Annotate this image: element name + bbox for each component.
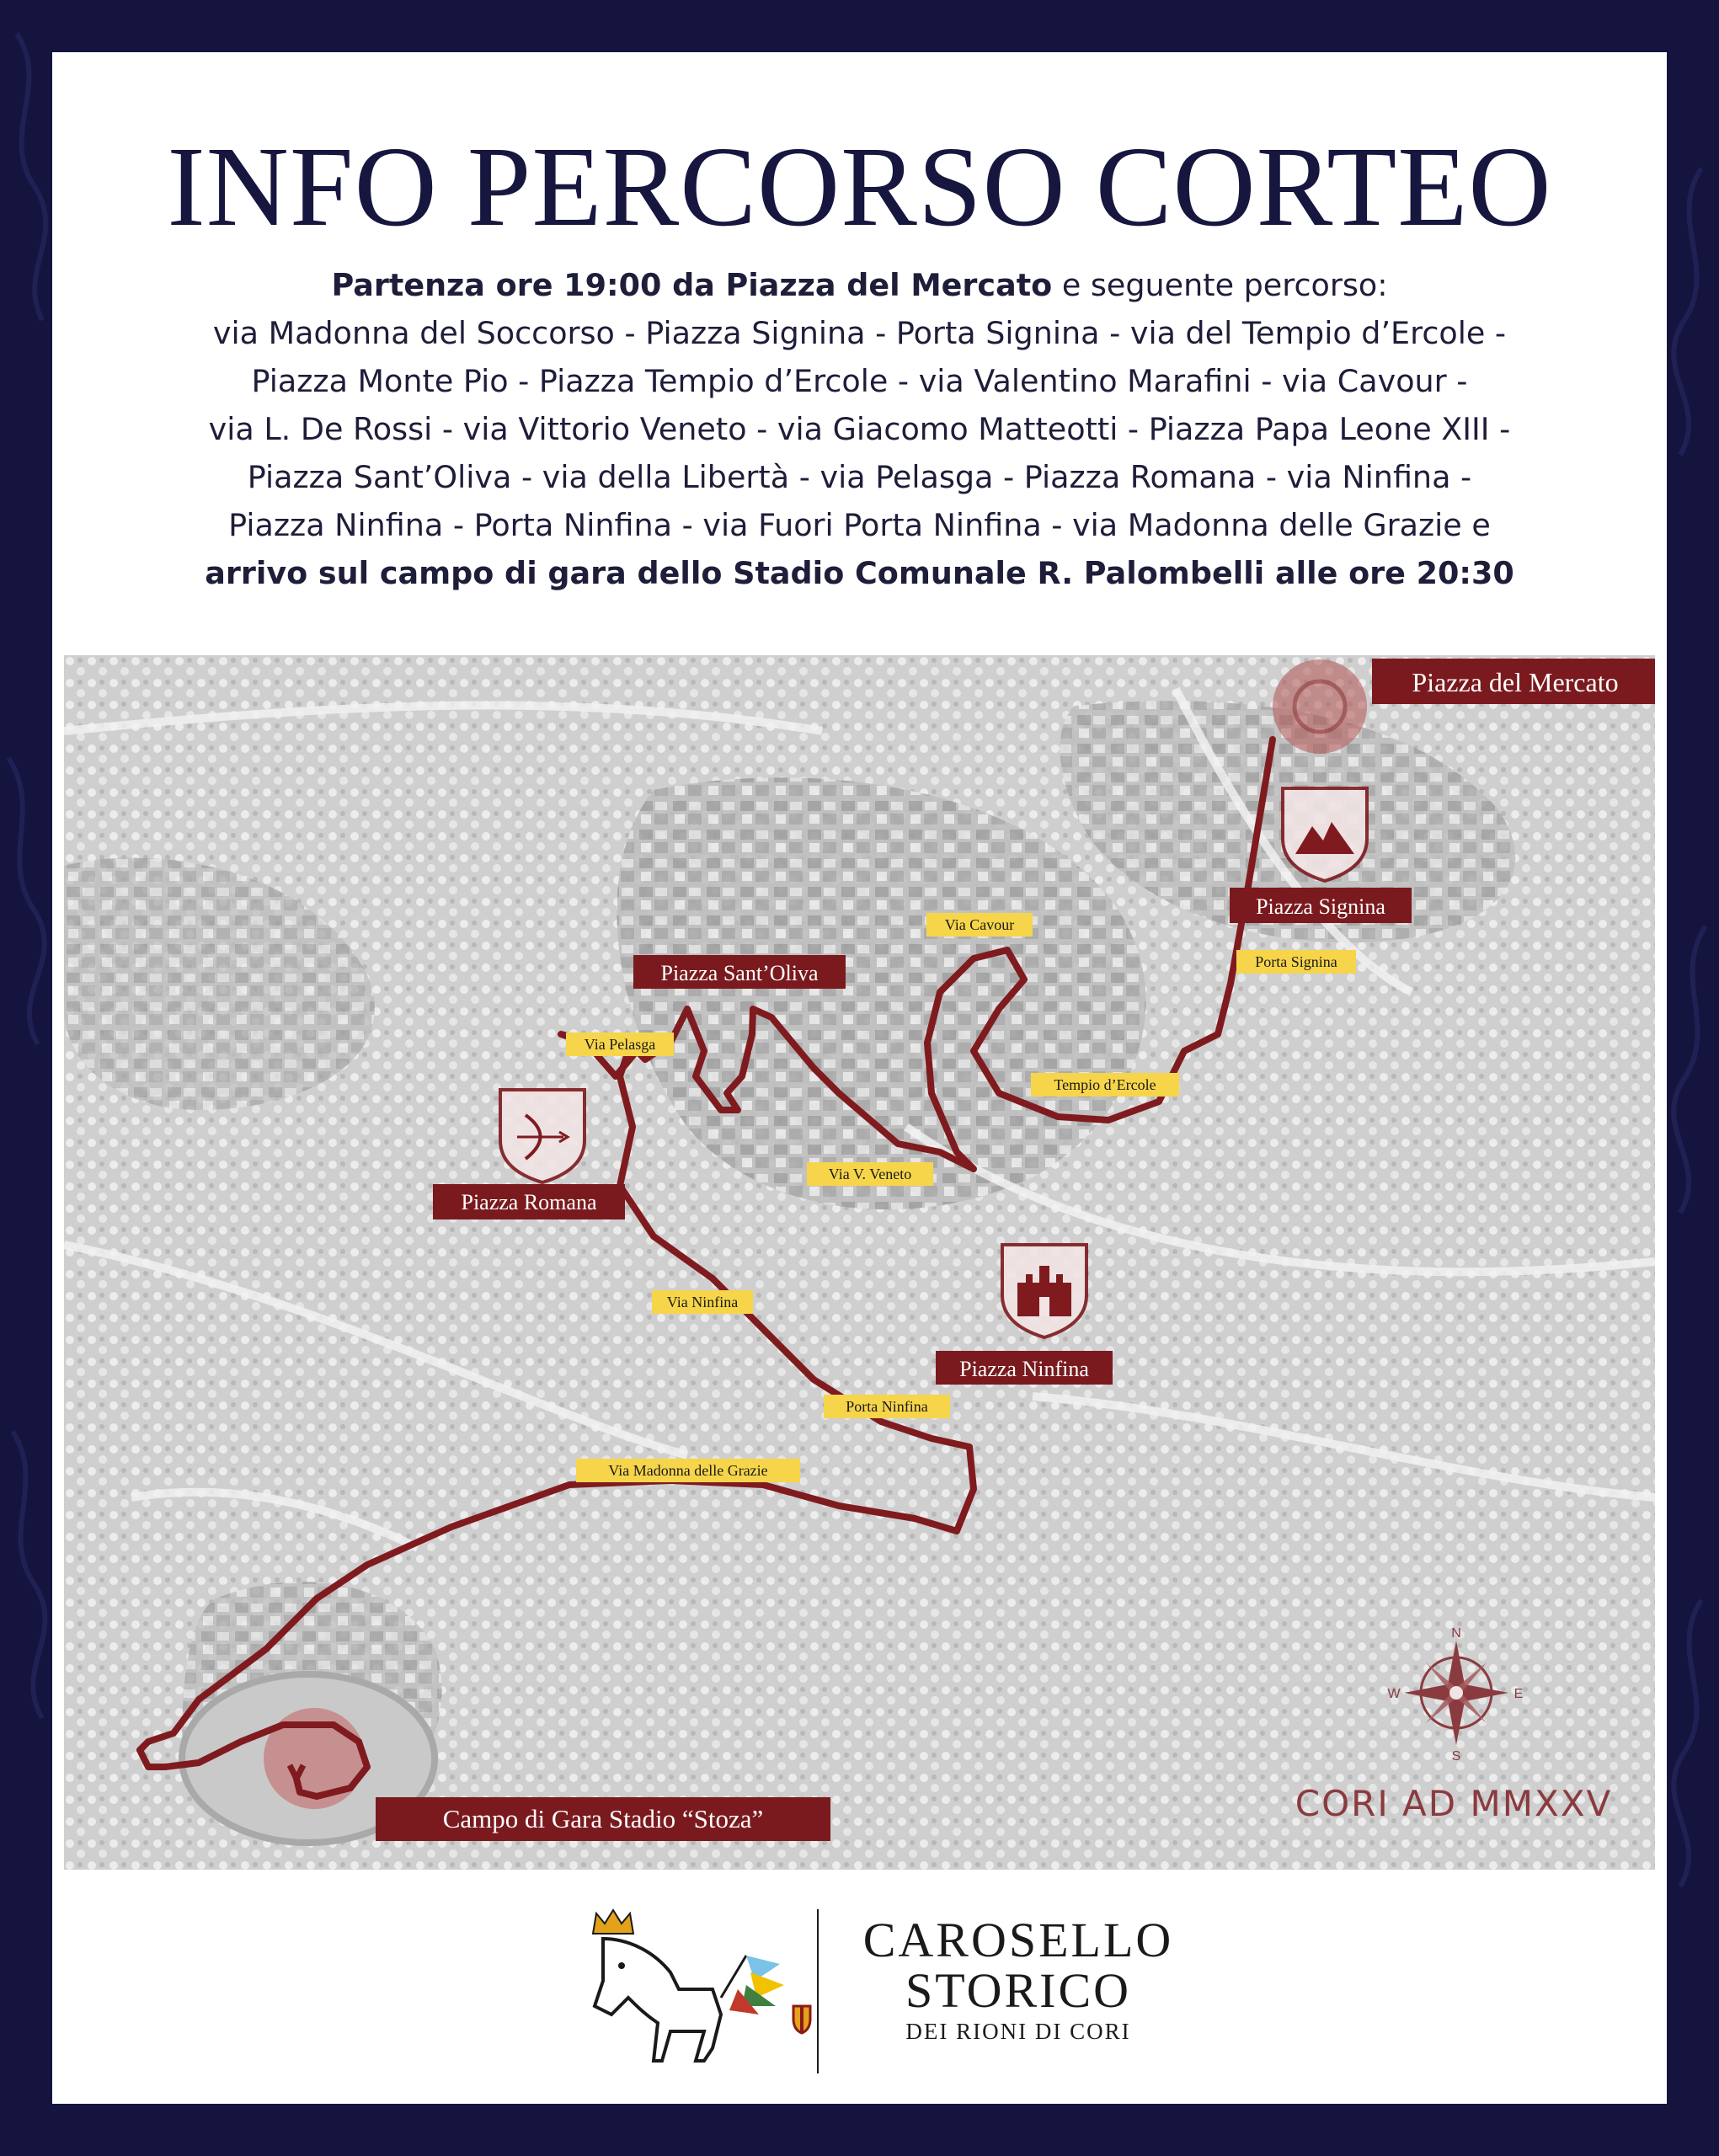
route-line: Piazza Sant’Oliva - via della Libertà - via Pelasga - Piazza Romana - via Ninfina - [247, 459, 1472, 495]
start-marker [1273, 659, 1367, 754]
info-card [52, 52, 1667, 2104]
compass-east: E [1513, 1687, 1524, 1701]
logo-line-1: CAROSELLO [862, 1913, 1174, 1967]
route-start: Partenza ore 19:00 da Piazza del Mercato [331, 267, 1053, 303]
street-tag-text: Via V. Veneto [828, 1166, 912, 1182]
carosello-logo [578, 1905, 1184, 2082]
page-title: INFO PERCORSO CORTEO [167, 124, 1552, 250]
logo-text [833, 1915, 1204, 2047]
logo-line-2: STORICO [905, 1963, 1132, 2018]
street-tag-via-ninfina [652, 1290, 753, 1314]
route-start-rest: e seguente percorso: [1052, 267, 1388, 303]
street-tag-text: Via Ninfina [666, 1294, 739, 1310]
street-tag-tempio-ercole [1031, 1073, 1179, 1097]
bow-shield-icon [500, 1090, 585, 1182]
street-tag-text: Tempio d’Ercole [1054, 1076, 1156, 1093]
street-tag-text: Via Pelasga [584, 1036, 656, 1053]
street-tag-text: Porta Signina [1255, 953, 1337, 970]
compass-south: S [1451, 1749, 1461, 1764]
route-description [69, 261, 1650, 597]
compass-west: W [1387, 1687, 1401, 1701]
route-line: Piazza Monte Pio - Piazza Tempio d’Ercole - via Valentino Marafini - via Cavour - [251, 363, 1468, 399]
map-label-piazza-mercato [1372, 659, 1655, 704]
street-tag-via-pelasga [566, 1033, 674, 1056]
street-tag-via-madonna-grazie [576, 1459, 800, 1482]
route-line: via L. De Rossi - via Vittorio Veneto - via Giacomo Matteotti - Piazza Papa Leone XIII - [208, 411, 1511, 447]
horse-icon [578, 1905, 830, 2082]
map-label-piazza-signina [1230, 888, 1412, 923]
map-label-piazza-santoliva [633, 955, 846, 989]
mountain-shield-icon [1283, 788, 1367, 881]
map-label-text: Piazza Romana [461, 1190, 597, 1214]
compass-north: N [1451, 1626, 1461, 1641]
street-tag-text: Via Madonna delle Grazie [608, 1462, 768, 1479]
map-label-piazza-romana [433, 1184, 625, 1219]
map-label-campo-gara [376, 1797, 830, 1841]
route-arrival: arrivo sul campo di gara dello Stadio Comunale R. Palombelli alle ore 20:30 [205, 555, 1514, 591]
route-map [64, 655, 1655, 1870]
street-tag-text: Via Cavour [944, 916, 1015, 933]
map-label-text: Campo di Gara Stadio “Stoza” [442, 1804, 764, 1833]
route-line: via Madonna del Soccorso - Piazza Signina - Porta Signina - via del Tempio d’Ercole - [212, 315, 1507, 351]
route-line: Piazza Ninfina - Porta Ninfina - via Fuori Porta Ninfina - via Madonna delle Grazie e [228, 507, 1491, 543]
street-tag-porta-signina [1236, 950, 1356, 974]
street-tag-porta-ninfina [824, 1395, 950, 1418]
map-label-text: Piazza Ninfina [959, 1357, 1089, 1381]
castle-shield-icon [1002, 1245, 1086, 1337]
map-canvas [64, 655, 1655, 1870]
cori-ad-label: CORI AD MMXXV [1295, 1783, 1613, 1824]
map-label-text: Piazza Signina [1256, 894, 1385, 919]
street-tag-text: Porta Ninfina [846, 1398, 928, 1415]
street-tag-via-vveneto [807, 1162, 933, 1186]
map-label-piazza-ninfina [936, 1351, 1113, 1385]
street-tag-via-cavour [926, 913, 1033, 937]
map-label-text: Piazza del Mercato [1412, 667, 1619, 697]
logo-line-3: DEI RIONI DI CORI [905, 2019, 1131, 2044]
route-start-line [69, 261, 1650, 309]
map-label-text: Piazza Sant’Oliva [660, 961, 819, 985]
